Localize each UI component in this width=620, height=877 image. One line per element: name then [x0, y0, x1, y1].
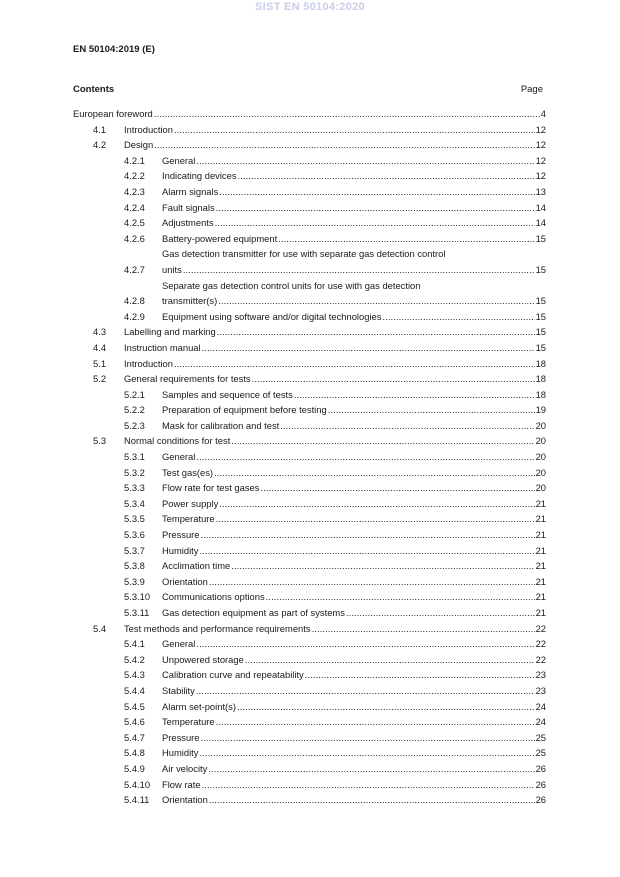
- dot-leader: [202, 340, 535, 356]
- toc-entry-page: 23: [535, 669, 546, 681]
- toc-entry[interactable]: [73, 589, 546, 605]
- dot-leader: [174, 356, 535, 372]
- toc-entry-title: Pressure: [162, 731, 200, 743]
- toc-entry-number: 5.3.8: [124, 560, 145, 572]
- dot-leader: [294, 387, 535, 403]
- dot-leader: [199, 543, 534, 559]
- toc-entry[interactable]: [73, 480, 546, 496]
- toc-entry-title: General: [162, 154, 196, 166]
- toc-entry-title: Pressure: [162, 529, 200, 541]
- toc-entry-page: 23: [535, 684, 546, 696]
- toc-entry-title: Indicating devices: [162, 170, 237, 182]
- toc-entry-page: 18: [535, 373, 546, 385]
- toc-entry-number: 5.2.1: [124, 388, 145, 400]
- toc-entry[interactable]: [73, 371, 546, 387]
- toc-entry-page: 21: [535, 560, 546, 572]
- toc-entry-title: Instruction manual: [124, 341, 201, 353]
- toc-entry-page: 21: [535, 513, 546, 525]
- dot-leader: [328, 402, 535, 418]
- toc-entry-number: 5.3.3: [124, 482, 145, 494]
- dot-leader: [252, 371, 535, 387]
- toc-entry-title: Humidity: [162, 747, 199, 759]
- toc-entry[interactable]: [73, 106, 546, 122]
- toc-entry-title: Introduction: [124, 123, 173, 135]
- toc-entry-page: 15: [535, 295, 546, 307]
- toc-entry-title: General requirements for tests: [124, 373, 251, 385]
- toc-entry[interactable]: [73, 309, 546, 325]
- toc-entry-page: 15: [535, 326, 546, 338]
- toc-entry-title: European foreword: [73, 108, 153, 119]
- toc-entry-title: Gas detection equipment as part of systems: [162, 607, 345, 618]
- toc-entry-number: 4.2.6: [124, 232, 145, 244]
- toc-entry-title: Alarm set-point(s): [162, 700, 236, 712]
- toc-entry-title: Adjustments: [162, 217, 214, 229]
- document-id: EN 50104:2019 (E): [73, 44, 155, 55]
- toc-entry-number: 5.2.2: [124, 404, 145, 416]
- toc-entry[interactable]: [73, 777, 546, 793]
- toc-entry[interactable]: [73, 730, 546, 746]
- toc-entry-page: 21: [535, 607, 546, 618]
- dot-leader: [238, 168, 535, 184]
- toc-entry[interactable]: [73, 231, 546, 247]
- toc-entry-page: 15: [535, 263, 546, 275]
- dot-leader: [237, 699, 535, 715]
- toc-entry-page: 22: [535, 622, 546, 634]
- toc-entry-number: 5.4.7: [124, 731, 145, 743]
- toc-entry-page: 15: [535, 232, 546, 244]
- toc-entry-page: 21: [535, 575, 546, 587]
- toc-entry-title-continued: transmitter(s): [162, 295, 218, 307]
- toc-entry[interactable]: [73, 652, 546, 668]
- dot-leader: [219, 496, 534, 512]
- dot-leader: [312, 621, 535, 637]
- toc-entry-title-continued: units: [162, 263, 182, 275]
- toc-entry-number: 4.4: [93, 341, 107, 353]
- toc-entry[interactable]: [73, 246, 546, 277]
- toc-entry-title: Fault signals: [162, 201, 215, 213]
- dot-leader: [196, 153, 534, 169]
- toc-entry-title: Separate gas detection control units for use with gas detection: [162, 279, 421, 291]
- toc-entry-title: Orientation: [162, 575, 208, 587]
- toc-entry-title: Preparation of equipment before testing: [162, 404, 327, 416]
- dot-leader: [209, 574, 535, 590]
- toc-entry-page: 20: [535, 419, 546, 431]
- toc-entry-title: Temperature: [162, 513, 215, 525]
- toc-entry-page: 18: [535, 388, 546, 400]
- toc-entry-page: 25: [535, 747, 546, 759]
- dot-leader: [209, 792, 535, 808]
- toc-entry-number: 5.4.4: [124, 684, 145, 696]
- toc-entry-number: 4.2.2: [124, 170, 145, 182]
- toc-entry-page: 22: [535, 638, 546, 650]
- toc-entry-number: 4.2.8: [124, 295, 145, 307]
- dot-leader: [231, 433, 534, 449]
- toc-entry-title: Samples and sequence of tests: [162, 388, 293, 400]
- toc-entry-page: 19: [535, 404, 546, 416]
- dot-leader: [183, 262, 535, 278]
- dot-leader: [382, 309, 534, 325]
- toc-entry-page: 24: [535, 700, 546, 712]
- toc-entry-title: Communications options: [162, 591, 265, 603]
- dot-leader: [280, 418, 534, 434]
- toc-entry-title: Battery-powered equipment: [162, 232, 278, 244]
- toc-entry-number: 5.3.4: [124, 497, 145, 509]
- toc-entry-number: 5.3: [93, 435, 107, 447]
- toc-entry-title: Temperature: [162, 716, 215, 728]
- toc-entry-page: 20: [535, 435, 546, 447]
- toc-entry-title: Air velocity: [162, 762, 208, 774]
- toc-entry[interactable]: [73, 122, 546, 138]
- toc-entry-number: 5.4.2: [124, 653, 145, 665]
- toc-entry-title: Alarm signals: [162, 185, 219, 197]
- watermark: SIST EN 50104:2020: [255, 1, 365, 13]
- toc-entry-page: 21: [535, 591, 546, 603]
- toc-entry[interactable]: [73, 153, 546, 169]
- toc-entry-number: 4.2.3: [124, 185, 145, 197]
- dot-leader: [215, 215, 535, 231]
- dot-leader: [278, 231, 534, 247]
- dot-leader: [201, 527, 535, 543]
- toc-entry-page: 12: [535, 123, 546, 135]
- toc-entry-title: Normal conditions for test: [124, 435, 231, 447]
- toc-entry-title: Test gas(es): [162, 466, 214, 478]
- toc-entry[interactable]: [73, 714, 546, 730]
- contents-heading: Contents: [73, 84, 115, 95]
- dot-leader: [201, 730, 535, 746]
- toc-entry[interactable]: [73, 511, 546, 527]
- dot-leader: [216, 200, 535, 216]
- dot-leader: [154, 137, 534, 153]
- page-column-label: Page: [520, 84, 543, 95]
- toc-entry-page: 12: [535, 170, 546, 182]
- toc-entry-number: 4.1: [93, 123, 107, 135]
- toc-entry[interactable]: [73, 667, 546, 683]
- toc-entry-page: 25: [535, 731, 546, 743]
- toc-entry-number: 5.4.1: [124, 638, 145, 650]
- toc-entry[interactable]: [73, 699, 546, 715]
- toc-entry-page: 26: [535, 762, 546, 774]
- toc-entry[interactable]: [73, 496, 546, 512]
- toc-entry-page: 24: [535, 716, 546, 728]
- toc-entry[interactable]: [73, 792, 546, 808]
- toc-entry-title: Mask for calibration and test: [162, 419, 280, 431]
- toc-entry-page: 20: [535, 482, 546, 494]
- toc-entry-number: 5.4: [93, 622, 107, 634]
- dot-leader: [154, 106, 540, 122]
- dot-leader: [266, 589, 535, 605]
- toc-entry-number: 5.2.3: [124, 419, 145, 431]
- toc-entry[interactable]: [73, 543, 546, 559]
- toc-entry[interactable]: [73, 168, 546, 184]
- toc-entry-number: 5.1: [93, 357, 107, 369]
- toc-entry-number: 5.3.10: [124, 591, 151, 603]
- toc-entry-title: Gas detection transmitter for use with separate gas detection control: [162, 248, 446, 260]
- toc-entry-title: Orientation: [162, 794, 208, 806]
- toc-entry[interactable]: [73, 745, 546, 761]
- dot-leader: [245, 652, 535, 668]
- toc-entry-title: Calibration curve and repeatability: [162, 669, 304, 681]
- dot-leader: [202, 777, 535, 793]
- toc-entry-page: 13: [535, 185, 546, 197]
- toc-entry[interactable]: [73, 387, 546, 403]
- toc-entry[interactable]: [73, 683, 546, 699]
- toc-entry[interactable]: [73, 200, 546, 216]
- toc-entry-page: 4: [540, 108, 546, 119]
- toc-entry[interactable]: [73, 433, 546, 449]
- toc-entry-page: 14: [535, 217, 546, 229]
- toc-entry-title: Stability: [162, 684, 195, 696]
- dot-leader: [199, 745, 534, 761]
- toc-entry[interactable]: [73, 356, 546, 372]
- dot-leader: [218, 293, 534, 309]
- dot-leader: [208, 761, 534, 777]
- toc-entry-page: 15: [535, 310, 546, 322]
- dot-leader: [214, 465, 535, 481]
- dot-leader: [231, 558, 534, 574]
- toc-entry[interactable]: [73, 278, 546, 309]
- toc-entry-number: 4.2.5: [124, 217, 145, 229]
- toc-entry-title: Design: [124, 139, 154, 151]
- toc-entry-number: 5.4.10: [124, 778, 151, 790]
- toc-entry-number: 5.3.5: [124, 513, 145, 525]
- dot-leader: [216, 511, 535, 527]
- toc-entry[interactable]: [73, 402, 546, 418]
- toc-entry-page: 20: [535, 466, 546, 478]
- toc-entry[interactable]: [73, 605, 546, 621]
- toc-entry-title: General: [162, 638, 196, 650]
- dot-leader: [196, 636, 534, 652]
- toc-entry[interactable]: [73, 215, 546, 231]
- toc-entry-title: Unpowered storage: [162, 653, 244, 665]
- toc-entry-number: 4.2: [93, 139, 107, 151]
- toc-entry-number: 4.2.4: [124, 201, 145, 213]
- toc-entry-title: General: [162, 451, 196, 463]
- toc-entry-number: 5.4.11: [124, 794, 150, 806]
- toc-entry-title: Power supply: [162, 497, 219, 509]
- toc-entry-page: 22: [535, 653, 546, 665]
- toc-entry-number: 5.4.6: [124, 716, 145, 728]
- toc-entry-page: 21: [535, 497, 546, 509]
- toc-entry[interactable]: [73, 449, 546, 465]
- toc-entry-title: Equipment using software and/or digital technologies: [162, 310, 382, 322]
- toc-entry[interactable]: [73, 184, 546, 200]
- toc-entry-title: Flow rate for test gases: [162, 482, 260, 494]
- toc-entry-number: 5.4.3: [124, 669, 145, 681]
- toc-entry[interactable]: [73, 574, 546, 590]
- toc-entry-number: 5.3.1: [124, 451, 145, 463]
- toc-entry-title: Test methods and performance requirements: [124, 622, 311, 634]
- toc-entry[interactable]: [73, 636, 546, 652]
- toc-entry[interactable]: [73, 137, 546, 153]
- toc-entry-page: 21: [535, 544, 546, 556]
- toc-entry-title: Flow rate: [162, 778, 201, 790]
- toc-entry[interactable]: [73, 761, 546, 777]
- toc-entry-number: 4.2.1: [124, 154, 145, 166]
- toc-entry-page: 12: [535, 154, 546, 166]
- toc-entry[interactable]: [73, 527, 546, 543]
- toc-entry-number: 5.3.2: [124, 466, 145, 478]
- toc-entry-page: 14: [535, 201, 546, 213]
- dot-leader: [196, 449, 534, 465]
- dot-leader: [219, 184, 534, 200]
- toc-entry-page: 26: [535, 794, 546, 806]
- dot-leader: [217, 324, 535, 340]
- toc-entry-page: 21: [535, 529, 546, 541]
- toc-entry-number: 5.3.7: [124, 544, 145, 556]
- toc-entry-page: 26: [535, 778, 546, 790]
- toc-entry-number: 5.2: [93, 373, 107, 385]
- toc-entry-page: 18: [535, 357, 546, 369]
- toc-entry-number: 5.4.9: [124, 762, 145, 774]
- toc-entry-number: 5.4.8: [124, 747, 145, 759]
- dot-leader: [174, 122, 535, 138]
- toc-entry[interactable]: [73, 621, 546, 637]
- toc-entry[interactable]: [73, 340, 546, 356]
- dot-leader: [346, 605, 535, 621]
- toc-entry-page: 20: [535, 451, 546, 463]
- dot-leader: [196, 683, 535, 699]
- toc-entry-title: Acclimation time: [162, 560, 231, 572]
- toc-entry[interactable]: [73, 418, 546, 434]
- toc-entry[interactable]: [73, 465, 546, 481]
- toc-entry-number: 4.2.9: [124, 310, 145, 322]
- toc-entry-page: 15: [535, 341, 546, 353]
- toc-entry-title: Introduction: [124, 357, 173, 369]
- dot-leader: [305, 667, 535, 683]
- toc-entry-number: 4.3: [93, 326, 107, 338]
- toc-entry-number: 4.2.7: [124, 263, 145, 275]
- toc-entry-page: 12: [535, 139, 546, 151]
- toc-entry-number: 5.3.11: [124, 607, 150, 618]
- toc-entry[interactable]: [73, 324, 546, 340]
- toc-entry-number: 5.4.5: [124, 700, 145, 712]
- toc-entry-number: 5.3.6: [124, 529, 145, 541]
- toc-entry[interactable]: [73, 558, 546, 574]
- dot-leader: [260, 480, 534, 496]
- table-of-contents: [73, 106, 546, 808]
- toc-entry-number: 5.3.9: [124, 575, 145, 587]
- toc-entry-title: Humidity: [162, 544, 199, 556]
- toc-entry-title: Labelling and marking: [124, 326, 216, 338]
- dot-leader: [216, 714, 535, 730]
